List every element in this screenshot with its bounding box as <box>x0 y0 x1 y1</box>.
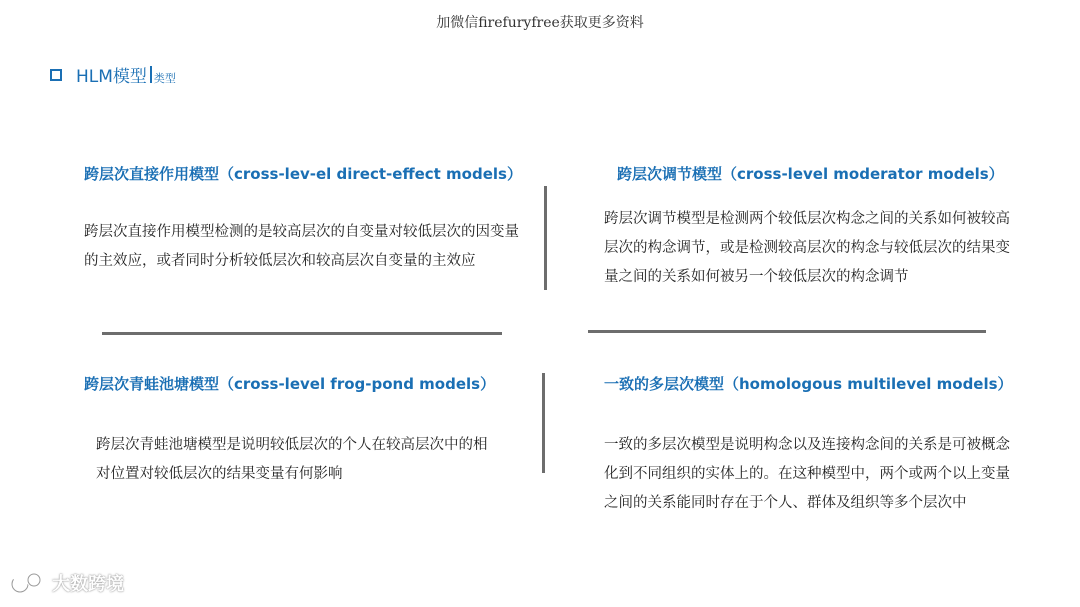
horizontal-divider-left <box>102 332 502 335</box>
vertical-divider-bottom <box>542 373 545 473</box>
panel-heading-frog-pond: 跨层次青蛙池塘模型（cross-level frog-pond models） <box>84 375 496 393</box>
title-main: HLM模型 <box>76 67 147 87</box>
panel-body-direct-effect: 跨层次直接作用模型检测的是较高层次的自变量对较低层次的因变量的主效应，或者同时分析较低层次和较高层次自变量的主效应 <box>84 224 519 269</box>
square-bullet-icon <box>50 69 62 81</box>
title-separator <box>150 66 152 83</box>
horizontal-divider-right <box>588 330 986 333</box>
panel-body-moderator: 跨层次调节模型是检测两个较低层次构念之间的关系如何被较高层次的构念调节，或是检测较高层次的构念与较低层次的结果变量之间的关系如何被另一个较低层次的构念调节 <box>604 211 1010 285</box>
slide-title <box>50 62 176 87</box>
panel-body-homologous: 一致的多层次模型是说明构念以及连接构念间的关系是可被概念化到不同组织的实体上的。在这种模型中，两个或两个以上变量之间的关系能同时存在于个人、群体及组织等多个层次中 <box>604 437 1010 511</box>
title-sub: 类型 <box>153 72 176 85</box>
panel-heading-moderator: 跨层次调节模型（cross-level moderator models） <box>617 165 1004 183</box>
watermark-logo-icon <box>10 571 44 595</box>
panel-heading-direct-effect: 跨层次直接作用模型（cross-lev-el direct-effect models） <box>84 165 522 183</box>
watermark-text: 大数跨境 <box>52 574 124 595</box>
vertical-divider-top <box>544 186 547 290</box>
panel-heading-homologous: 一致的多层次模型（homologous multilevel models） <box>604 375 1013 393</box>
header-note: 加微信firefuryfree获取更多资料 <box>436 15 644 31</box>
panel-body-frog-pond: 跨层次青蛙池塘模型是说明较低层次的个人在较高层次中的相对位置对较低层次的结果变量有何影响 <box>96 437 488 482</box>
watermark <box>10 570 124 596</box>
